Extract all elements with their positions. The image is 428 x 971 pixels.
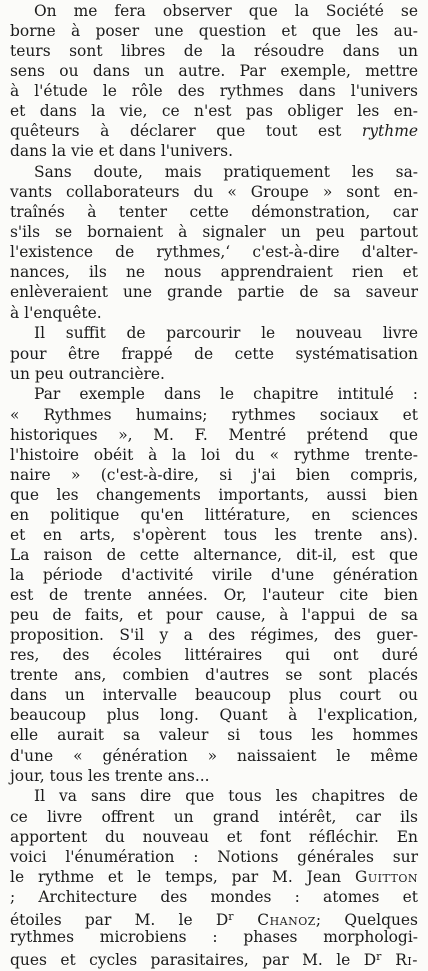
text-line: borne à poser une question et que les au-	[10, 22, 418, 40]
text-line: un peu outrancière.	[10, 365, 165, 383]
text-line: en politique qu'en littérature, en sciences	[10, 506, 418, 524]
text-line	[10, 121, 418, 141]
text-line	[10, 887, 418, 907]
text-line: que les changements importants, aussi bien	[10, 486, 418, 504]
text-line: enlèveraient une grande partie de sa saveur	[10, 283, 418, 301]
text-fragment: étoiles par M. le D	[10, 911, 229, 929]
text-line: nances, ils ne nous apprendraient rien et	[10, 263, 418, 281]
text-line: pour être frappé de cette systématisation	[10, 345, 418, 363]
text-line	[10, 927, 418, 947]
text-line: teurs sont libres de la résoudre dans un	[10, 42, 418, 60]
text-fragment: Chanoz	[233, 911, 316, 929]
italic-word: rythme	[361, 122, 418, 140]
text-line: elle aurait sa valeur si tous les hommes	[10, 726, 418, 744]
text-fragment: apportent du nouveau et font réfléchir. En	[10, 828, 418, 846]
text-fragment: ce livre offrent un grand intérêt, car ils	[10, 808, 418, 826]
text-fragment: voici l'énumération : Notions générales sur	[10, 848, 418, 866]
text-line: Il va sans dire que tous les chapitres de	[34, 787, 418, 805]
superscript: r	[228, 910, 234, 923]
text-line: proposition. S'il y a des régimes, des guer-	[10, 626, 418, 644]
text-line	[10, 947, 418, 967]
text-fragment: ; Quelques	[315, 911, 418, 929]
text-line: Sans doute, mais pratiquement les sa-	[34, 163, 418, 181]
text-line: dans un intervalle beaucoup plus court ou	[10, 686, 418, 704]
text-line: à l'enquête.	[10, 304, 102, 322]
text-line	[10, 867, 418, 887]
text-line: l'histoire obéit à la loi du « rythme trente-	[10, 446, 418, 464]
text-fragment: Guitton	[355, 868, 418, 886]
text-fragment: le rythme et le temps, par M. Jean	[10, 868, 356, 886]
text-line: sens ou dans un autre. Par exemple, mettre	[10, 62, 418, 80]
text-line: la période d'activité virile d'une génération	[10, 566, 418, 584]
text-line: trente ans, combien d'autres se sont placés	[10, 666, 418, 684]
text-line: peu de faits, et pour cause, à l'appui de sa	[10, 606, 418, 624]
text-line: Il suffit de parcourir le nouveau livre	[34, 324, 418, 342]
text-line	[10, 827, 418, 847]
text-line: res, des écoles littéraires qui ont duré	[10, 646, 418, 664]
text-line: historiques », M. F. Mentré prétend que	[10, 426, 418, 444]
text-line: On me fera observer que la Société se	[34, 2, 418, 20]
text-line: Par exemple dans le chapitre intitulé :	[34, 385, 418, 403]
text-line: et en arts, s'opèrent tous les trente ans).	[10, 526, 418, 544]
superscript: r	[376, 950, 382, 963]
text-line: « Rythmes humains; rythmes sociaux et	[10, 406, 418, 424]
text-line: à l'étude le rôle des rythmes dans l'univers	[10, 82, 418, 100]
text-fragment: rythmes microbiens : phases morphologi-	[10, 928, 418, 946]
text-line: dans la vie et dans l'univers.	[10, 142, 234, 160]
text-line	[10, 847, 418, 867]
text-line: jour, tous les trente ans...	[10, 767, 210, 785]
text-line: est de trente années. Or, l'auteur cite bien	[10, 586, 418, 604]
text-line: La raison de cette alternance, dit-il, est que	[10, 546, 418, 564]
text-line: et dans la vie, ce n'est pas obliger les en-	[10, 102, 418, 120]
text-fragment: ques et cycles parasitaires, par M. le D	[10, 951, 377, 969]
text-line	[10, 907, 418, 927]
text-fragment: ; Architecture des mondes : atomes et	[10, 888, 418, 906]
text-line: s'ils se bornaient à signaler un peu partout	[10, 223, 418, 241]
text-line: beaucoup plus long. Quant à l'explication,	[10, 706, 418, 724]
text-line: traînés à tenter cette démonstration, car	[10, 203, 418, 221]
text-line	[10, 807, 418, 827]
text-line: l'existence de rythmes,‘ c'est-à-dire d'alter-	[10, 243, 418, 261]
text-fragment: Ri-	[381, 951, 418, 969]
text-fragment: quêteurs à déclarer que tout est	[10, 122, 362, 140]
text-line: naire » (c'est-à-dire, si j'ai bien compris,	[10, 466, 418, 484]
text-line: vants collaborateurs du « Groupe » sont en-	[10, 183, 418, 201]
text-line: d'une « génération » naissaient le même	[10, 747, 418, 765]
